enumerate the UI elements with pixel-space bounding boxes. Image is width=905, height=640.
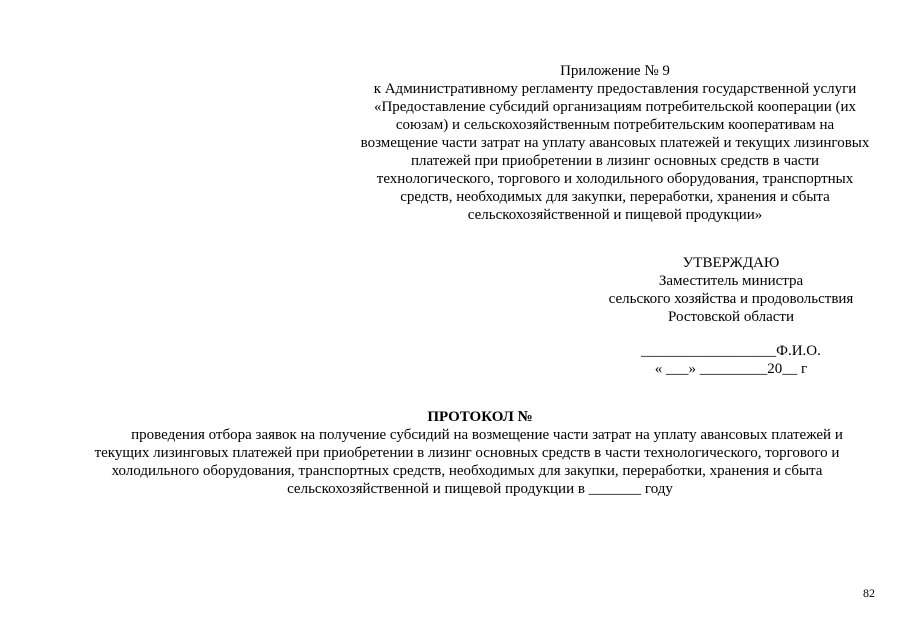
appendix-line: сельскохозяйственной и пищевой продукции» xyxy=(467,207,763,223)
approval-heading: УТВЕРЖДАЮ xyxy=(682,255,780,271)
appendix-line: «Предоставление субсидий организациям потребительской кооперации (их xyxy=(373,99,857,115)
appendix-title: Приложение № 9 xyxy=(560,63,670,79)
protocol-line: текущих лизинговых платежей при приобретении в лизинг основных средств в части технологического, торгового и xyxy=(94,445,840,461)
approval-ministry: сельского хозяйства и продовольствия xyxy=(608,291,854,307)
page-number: 82 xyxy=(863,586,875,600)
protocol-title: ПРОТОКОЛ № xyxy=(427,409,533,425)
protocol-line: сельскохозяйственной и пищевой продукции в _______ году xyxy=(287,481,673,497)
approval-position: Заместитель министра xyxy=(658,273,804,289)
approval-region: Ростовской области xyxy=(668,309,794,325)
appendix-line: технологического, торгового и холодильного оборудования, транспортных xyxy=(376,171,854,187)
protocol-line: холодильного оборудования, транспортных средств, необходимых для закупки, переработки, хранения и сбыта xyxy=(111,463,823,479)
date-line: « ___» _________20__ г xyxy=(654,361,808,377)
appendix-line: средств, необходимых для закупки, переработки, хранения и сбыта xyxy=(400,189,830,205)
appendix-line: союзам) и сельскохозяйственным потребительским кооперативам на xyxy=(395,117,835,133)
appendix-line: возмещение части затрат на уплату авансовых платежей и текущих лизинговых xyxy=(360,135,870,151)
signature-line: __________________Ф.И.О. xyxy=(641,343,821,359)
appendix-line: платежей при приобретении в лизинг основных средств в части xyxy=(410,153,820,169)
protocol-line: проведения отбора заявок на получение субсидий на возмещение части затрат на уплату авансовых платежей и xyxy=(131,427,843,443)
appendix-line: к Административному регламенту предоставления государственной услуги xyxy=(373,81,857,97)
